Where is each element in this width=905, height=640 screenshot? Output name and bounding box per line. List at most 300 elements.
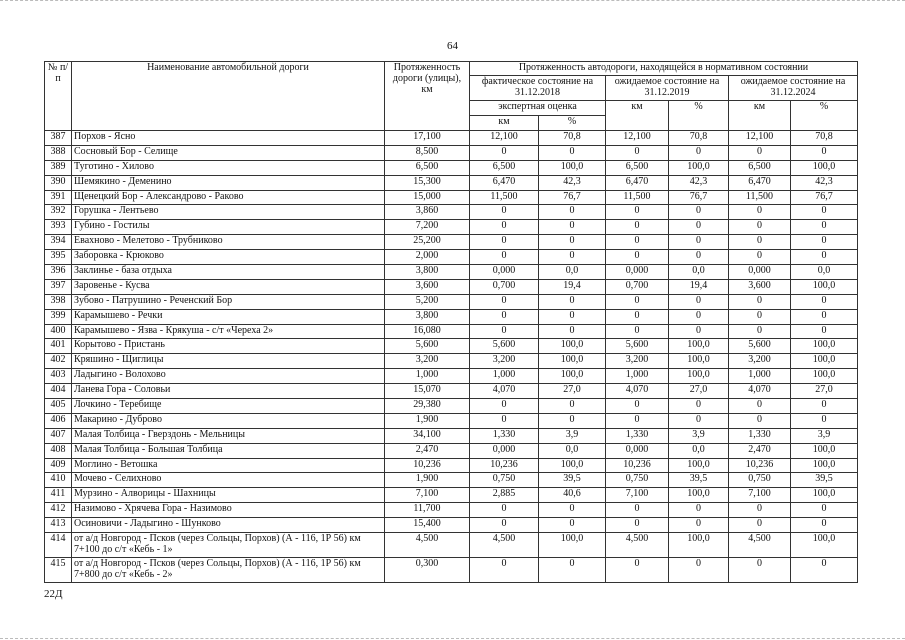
road-name: Моглино - Ветошка [72, 458, 385, 473]
expected-2019-pct: 0 [669, 205, 729, 220]
expected-2019-pct: 100,0 [669, 369, 729, 384]
expected-2019-pct: 0 [669, 145, 729, 160]
expected-2024-km: 0,000 [729, 265, 791, 280]
actual-2018-km: 0,000 [470, 265, 539, 280]
expected-2019-pct: 0 [669, 413, 729, 428]
actual-2018-km: 0 [470, 324, 539, 339]
expected-2019-pct: 3,9 [669, 428, 729, 443]
expected-2019-pct: 0 [669, 294, 729, 309]
row-number: 401 [45, 339, 72, 354]
road-length: 3,860 [385, 205, 470, 220]
actual-2018-pct: 0,0 [539, 265, 606, 280]
expected-2024-pct: 0 [791, 518, 858, 533]
expected-2019-pct: 0 [669, 503, 729, 518]
actual-2018-km: 11,500 [470, 190, 539, 205]
expected-2024-pct: 0 [791, 503, 858, 518]
expected-2024-pct: 100,0 [791, 160, 858, 175]
road-name: Малая Толбица - Гверздонь - Мельницы [72, 428, 385, 443]
expected-2019-pct: 70,8 [669, 131, 729, 146]
road-table [44, 61, 858, 583]
table-row [45, 265, 858, 280]
expected-2019-km: 0 [606, 324, 669, 339]
expected-2024-km: 0 [729, 503, 791, 518]
expected-2024-km: 0 [729, 518, 791, 533]
road-name: Порхов - Ясно [72, 131, 385, 146]
row-number: 406 [45, 413, 72, 428]
row-number: 413 [45, 518, 72, 533]
road-name: Туготино - Хилово [72, 160, 385, 175]
road-name: Губино - Гостилы [72, 220, 385, 235]
row-number: 402 [45, 354, 72, 369]
actual-2018-pct: 0 [539, 145, 606, 160]
table-row [45, 558, 858, 583]
expected-2019-pct: 100,0 [669, 354, 729, 369]
header-normative: Протяженность автодороги, находящейся в нормативном состоянии [470, 62, 858, 76]
actual-2018-km: 6,470 [470, 175, 539, 190]
road-length: 15,400 [385, 518, 470, 533]
expected-2024-km: 1,330 [729, 428, 791, 443]
expected-2019-km: 5,600 [606, 339, 669, 354]
actual-2018-km: 12,100 [470, 131, 539, 146]
expected-2024-pct: 100,0 [791, 488, 858, 503]
row-number: 405 [45, 399, 72, 414]
road-length: 16,080 [385, 324, 470, 339]
road-length: 3,600 [385, 279, 470, 294]
expected-2019-km: 0 [606, 235, 669, 250]
road-name: Корытово - Пристань [72, 339, 385, 354]
header-km-2019: км [606, 101, 669, 131]
actual-2018-pct: 70,8 [539, 131, 606, 146]
road-name: Евахново - Мелетово - Трубниково [72, 235, 385, 250]
expected-2024-pct: 0,0 [791, 265, 858, 280]
road-name: Щенецкий Бор - Александрово - Раково [72, 190, 385, 205]
expected-2024-pct: 27,0 [791, 384, 858, 399]
expected-2019-km: 12,100 [606, 131, 669, 146]
road-name: Лочкино - Теребище [72, 399, 385, 414]
actual-2018-pct: 0 [539, 324, 606, 339]
row-number: 412 [45, 503, 72, 518]
expected-2024-km: 11,500 [729, 190, 791, 205]
expected-2024-km: 12,100 [729, 131, 791, 146]
table-row [45, 428, 858, 443]
expected-2024-km: 0 [729, 220, 791, 235]
expected-2024-km: 10,236 [729, 458, 791, 473]
page-top-edge [0, 0, 905, 3]
row-number: 389 [45, 160, 72, 175]
expected-2019-pct: 19,4 [669, 279, 729, 294]
road-name: от а/д Новгород - Псков (через Сольцы, Порхов) (А - 116, 1Р 56) км 7+800 до с/т «Кебь - 2» [72, 558, 385, 583]
actual-2018-pct: 19,4 [539, 279, 606, 294]
actual-2018-km: 0 [470, 558, 539, 583]
row-number: 411 [45, 488, 72, 503]
actual-2018-pct: 100,0 [539, 354, 606, 369]
expected-2024-pct: 0 [791, 145, 858, 160]
actual-2018-km: 1,000 [470, 369, 539, 384]
row-number: 394 [45, 235, 72, 250]
actual-2018-pct: 39,5 [539, 473, 606, 488]
expected-2024-km: 0 [729, 399, 791, 414]
table-row [45, 369, 858, 384]
expected-2019-km: 6,470 [606, 175, 669, 190]
row-number: 400 [45, 324, 72, 339]
table-row [45, 518, 858, 533]
table-row [45, 235, 858, 250]
row-number: 393 [45, 220, 72, 235]
road-name: от а/д Новгород - Псков (через Сольцы, Порхов) (А - 116, 1Р 56) км 7+100 до с/т «Кебь - 1» [72, 533, 385, 558]
actual-2018-pct: 0,0 [539, 443, 606, 458]
expected-2024-km: 4,500 [729, 533, 791, 558]
actual-2018-pct: 0 [539, 205, 606, 220]
road-length: 17,100 [385, 131, 470, 146]
actual-2018-pct: 100,0 [539, 458, 606, 473]
actual-2018-pct: 100,0 [539, 369, 606, 384]
road-length: 3,800 [385, 265, 470, 280]
expected-2019-pct: 0 [669, 324, 729, 339]
road-name: Малая Толбица - Большая Толбица [72, 443, 385, 458]
road-name: Заровенье - Кусва [72, 279, 385, 294]
road-name: Шемякино - Деменино [72, 175, 385, 190]
page-number: 64 [447, 40, 458, 52]
expected-2019-pct: 0 [669, 399, 729, 414]
row-number: 414 [45, 533, 72, 558]
road-name: Ладыгино - Волохово [72, 369, 385, 384]
expected-2019-pct: 0 [669, 235, 729, 250]
table-row [45, 488, 858, 503]
road-name: Осиновичи - Ладыгино - Шунково [72, 518, 385, 533]
expected-2019-km: 0 [606, 518, 669, 533]
table-row [45, 190, 858, 205]
road-name: Зубово - Патрушино - Реченский Бор [72, 294, 385, 309]
road-length: 3,200 [385, 354, 470, 369]
expected-2019-pct: 0,0 [669, 443, 729, 458]
expected-2024-km: 0 [729, 309, 791, 324]
expected-2024-pct: 42,3 [791, 175, 858, 190]
table-row [45, 131, 858, 146]
actual-2018-km: 4,500 [470, 533, 539, 558]
expected-2024-km: 0 [729, 324, 791, 339]
expected-2024-km: 1,000 [729, 369, 791, 384]
road-length: 0,300 [385, 558, 470, 583]
expected-2024-pct: 100,0 [791, 533, 858, 558]
road-length: 6,500 [385, 160, 470, 175]
expected-2019-pct: 42,3 [669, 175, 729, 190]
expected-2019-km: 0 [606, 250, 669, 265]
row-number: 404 [45, 384, 72, 399]
expected-2024-km: 4,070 [729, 384, 791, 399]
table-row [45, 399, 858, 414]
road-name: Кряшино - Щиглицы [72, 354, 385, 369]
expected-2019-km: 0 [606, 558, 669, 583]
expected-2024-pct: 0 [791, 205, 858, 220]
row-number: 391 [45, 190, 72, 205]
table-row [45, 205, 858, 220]
road-name: Карамышево - Речки [72, 309, 385, 324]
road-length: 5,600 [385, 339, 470, 354]
actual-2018-km: 0 [470, 399, 539, 414]
footer-code: 22Д [44, 588, 63, 600]
expected-2019-pct: 100,0 [669, 458, 729, 473]
expected-2019-pct: 27,0 [669, 384, 729, 399]
actual-2018-km: 1,330 [470, 428, 539, 443]
actual-2018-pct: 0 [539, 518, 606, 533]
actual-2018-pct: 0 [539, 309, 606, 324]
table-row [45, 160, 858, 175]
actual-2018-pct: 0 [539, 235, 606, 250]
road-name: Заклинье - база отдыха [72, 265, 385, 280]
road-length: 34,100 [385, 428, 470, 443]
road-length: 3,800 [385, 309, 470, 324]
expected-2019-km: 0 [606, 309, 669, 324]
road-length: 10,236 [385, 458, 470, 473]
road-length: 1,900 [385, 473, 470, 488]
expected-2024-pct: 3,9 [791, 428, 858, 443]
actual-2018-km: 0 [470, 235, 539, 250]
table-row [45, 250, 858, 265]
expected-2024-pct: 0 [791, 324, 858, 339]
actual-2018-pct: 0 [539, 294, 606, 309]
actual-2018-pct: 100,0 [539, 533, 606, 558]
actual-2018-km: 0 [470, 220, 539, 235]
expected-2019-pct: 0 [669, 309, 729, 324]
road-length: 11,700 [385, 503, 470, 518]
expected-2019-pct: 0 [669, 220, 729, 235]
expected-2019-km: 7,100 [606, 488, 669, 503]
road-length: 2,470 [385, 443, 470, 458]
expected-2019-pct: 0,0 [669, 265, 729, 280]
road-length: 4,500 [385, 533, 470, 558]
header-expected-2019: ожидаемое состояние на 31.12.2019 [606, 76, 729, 101]
row-number: 415 [45, 558, 72, 583]
expected-2019-km: 0 [606, 399, 669, 414]
expected-2024-pct: 0 [791, 294, 858, 309]
actual-2018-km: 4,070 [470, 384, 539, 399]
actual-2018-pct: 42,3 [539, 175, 606, 190]
road-length: 15,300 [385, 175, 470, 190]
row-number: 397 [45, 279, 72, 294]
expected-2024-km: 0 [729, 294, 791, 309]
expected-2024-pct: 0 [791, 399, 858, 414]
row-number: 407 [45, 428, 72, 443]
expected-2019-km: 0 [606, 503, 669, 518]
actual-2018-km: 10,236 [470, 458, 539, 473]
expected-2024-km: 0 [729, 413, 791, 428]
road-name: Горушка - Лентьево [72, 205, 385, 220]
actual-2018-pct: 27,0 [539, 384, 606, 399]
table-row [45, 533, 858, 558]
expected-2024-km: 7,100 [729, 488, 791, 503]
road-name: Назимово - Хрячева Гора - Назимово [72, 503, 385, 518]
road-length: 25,200 [385, 235, 470, 250]
expected-2024-km: 3,600 [729, 279, 791, 294]
table-row [45, 339, 858, 354]
header-road-name: Наименование автомобильной дороги [72, 62, 385, 131]
expected-2024-pct: 0 [791, 309, 858, 324]
row-number: 395 [45, 250, 72, 265]
actual-2018-km: 0,000 [470, 443, 539, 458]
row-number: 392 [45, 205, 72, 220]
table-body [45, 131, 858, 583]
road-length: 15,000 [385, 190, 470, 205]
actual-2018-pct: 100,0 [539, 160, 606, 175]
actual-2018-km: 0 [470, 250, 539, 265]
row-number: 409 [45, 458, 72, 473]
actual-2018-km: 0 [470, 205, 539, 220]
table-row [45, 309, 858, 324]
row-number: 387 [45, 131, 72, 146]
expected-2019-km: 1,000 [606, 369, 669, 384]
table-row [45, 384, 858, 399]
road-name: Ланева Гора - Соловьи [72, 384, 385, 399]
expected-2024-km: 0,750 [729, 473, 791, 488]
road-length: 7,200 [385, 220, 470, 235]
actual-2018-pct: 0 [539, 558, 606, 583]
table-row [45, 294, 858, 309]
actual-2018-km: 6,500 [470, 160, 539, 175]
actual-2018-km: 0 [470, 503, 539, 518]
expected-2024-km: 0 [729, 205, 791, 220]
expected-2024-pct: 0 [791, 250, 858, 265]
actual-2018-pct: 0 [539, 220, 606, 235]
expected-2024-pct: 100,0 [791, 443, 858, 458]
expected-2019-pct: 39,5 [669, 473, 729, 488]
header-pct-2019: % [669, 101, 729, 131]
actual-2018-km: 3,200 [470, 354, 539, 369]
expected-2019-km: 0,000 [606, 265, 669, 280]
actual-2018-pct: 0 [539, 503, 606, 518]
actual-2018-pct: 3,9 [539, 428, 606, 443]
expected-2024-km: 6,500 [729, 160, 791, 175]
road-name: Макарино - Дуброво [72, 413, 385, 428]
expected-2019-km: 0,000 [606, 443, 669, 458]
header-actual-2018: фактическое состояние на 31.12.2018 [470, 76, 606, 101]
expected-2024-km: 6,470 [729, 175, 791, 190]
actual-2018-pct: 0 [539, 250, 606, 265]
expected-2019-pct: 100,0 [669, 533, 729, 558]
expected-2019-km: 0 [606, 145, 669, 160]
expected-2024-pct: 100,0 [791, 354, 858, 369]
expected-2019-pct: 100,0 [669, 160, 729, 175]
header-km-2024: км [729, 101, 791, 131]
expected-2019-km: 4,070 [606, 384, 669, 399]
road-length: 7,100 [385, 488, 470, 503]
expected-2024-pct: 100,0 [791, 458, 858, 473]
expected-2024-km: 5,600 [729, 339, 791, 354]
expected-2024-km: 3,200 [729, 354, 791, 369]
expected-2024-pct: 0 [791, 235, 858, 250]
table-row [45, 279, 858, 294]
road-length: 1,900 [385, 413, 470, 428]
row-number: 388 [45, 145, 72, 160]
table-row [45, 324, 858, 339]
expected-2024-km: 2,470 [729, 443, 791, 458]
table-row [45, 473, 858, 488]
expected-2024-pct: 100,0 [791, 279, 858, 294]
road-length: 5,200 [385, 294, 470, 309]
expected-2024-km: 0 [729, 250, 791, 265]
row-number: 410 [45, 473, 72, 488]
header-pct-2024: % [791, 101, 858, 131]
expected-2024-pct: 0 [791, 558, 858, 583]
expected-2024-pct: 100,0 [791, 369, 858, 384]
expected-2019-pct: 0 [669, 250, 729, 265]
header-expected-2024: ожидаемое состояние на 31.12.2024 [729, 76, 858, 101]
actual-2018-km: 2,885 [470, 488, 539, 503]
page-bottom-edge [0, 636, 905, 639]
actual-2018-km: 0 [470, 413, 539, 428]
road-length: 8,500 [385, 145, 470, 160]
expected-2019-km: 3,200 [606, 354, 669, 369]
expected-2019-pct: 0 [669, 558, 729, 583]
expected-2019-pct: 100,0 [669, 339, 729, 354]
actual-2018-km: 0,700 [470, 279, 539, 294]
expected-2024-pct: 39,5 [791, 473, 858, 488]
expected-2019-km: 11,500 [606, 190, 669, 205]
expected-2019-pct: 76,7 [669, 190, 729, 205]
expected-2024-pct: 0 [791, 413, 858, 428]
row-number: 390 [45, 175, 72, 190]
table-row [45, 443, 858, 458]
actual-2018-pct: 0 [539, 399, 606, 414]
expected-2024-pct: 76,7 [791, 190, 858, 205]
actual-2018-km: 0,750 [470, 473, 539, 488]
actual-2018-km: 5,600 [470, 339, 539, 354]
table-row [45, 220, 858, 235]
table-row [45, 354, 858, 369]
actual-2018-pct: 0 [539, 413, 606, 428]
table-row [45, 458, 858, 473]
actual-2018-km: 0 [470, 145, 539, 160]
header-pct-2018: % [539, 116, 606, 131]
row-number: 398 [45, 294, 72, 309]
expected-2024-pct: 100,0 [791, 339, 858, 354]
header-expert: экспертная оценка [470, 101, 606, 116]
header-num: № п/п [45, 62, 72, 131]
expected-2019-km: 0,750 [606, 473, 669, 488]
expected-2019-km: 6,500 [606, 160, 669, 175]
table-row [45, 145, 858, 160]
actual-2018-km: 0 [470, 294, 539, 309]
header-length: Протяженность дороги (улицы), км [385, 62, 470, 131]
expected-2024-pct: 70,8 [791, 131, 858, 146]
expected-2024-pct: 0 [791, 220, 858, 235]
road-name: Карамышево - Язва - Крякуша - с/т «Череха 2» [72, 324, 385, 339]
table-row [45, 413, 858, 428]
row-number: 403 [45, 369, 72, 384]
expected-2019-km: 4,500 [606, 533, 669, 558]
actual-2018-km: 0 [470, 309, 539, 324]
road-length: 1,000 [385, 369, 470, 384]
actual-2018-pct: 40,6 [539, 488, 606, 503]
expected-2019-km: 10,236 [606, 458, 669, 473]
expected-2019-km: 1,330 [606, 428, 669, 443]
row-number: 399 [45, 309, 72, 324]
road-name: Заборовка - Крюково [72, 250, 385, 265]
row-number: 396 [45, 265, 72, 280]
expected-2019-km: 0,700 [606, 279, 669, 294]
actual-2018-pct: 76,7 [539, 190, 606, 205]
table-row [45, 175, 858, 190]
road-length: 15,070 [385, 384, 470, 399]
road-name: Мурзино - Алворицы - Шахницы [72, 488, 385, 503]
road-length: 29,380 [385, 399, 470, 414]
actual-2018-km: 0 [470, 518, 539, 533]
expected-2019-pct: 0 [669, 518, 729, 533]
header-km-2018: км [470, 116, 539, 131]
expected-2024-km: 0 [729, 235, 791, 250]
road-name: Сосновый Бор - Селище [72, 145, 385, 160]
road-name: Мочево - Селихново [72, 473, 385, 488]
expected-2019-pct: 100,0 [669, 488, 729, 503]
